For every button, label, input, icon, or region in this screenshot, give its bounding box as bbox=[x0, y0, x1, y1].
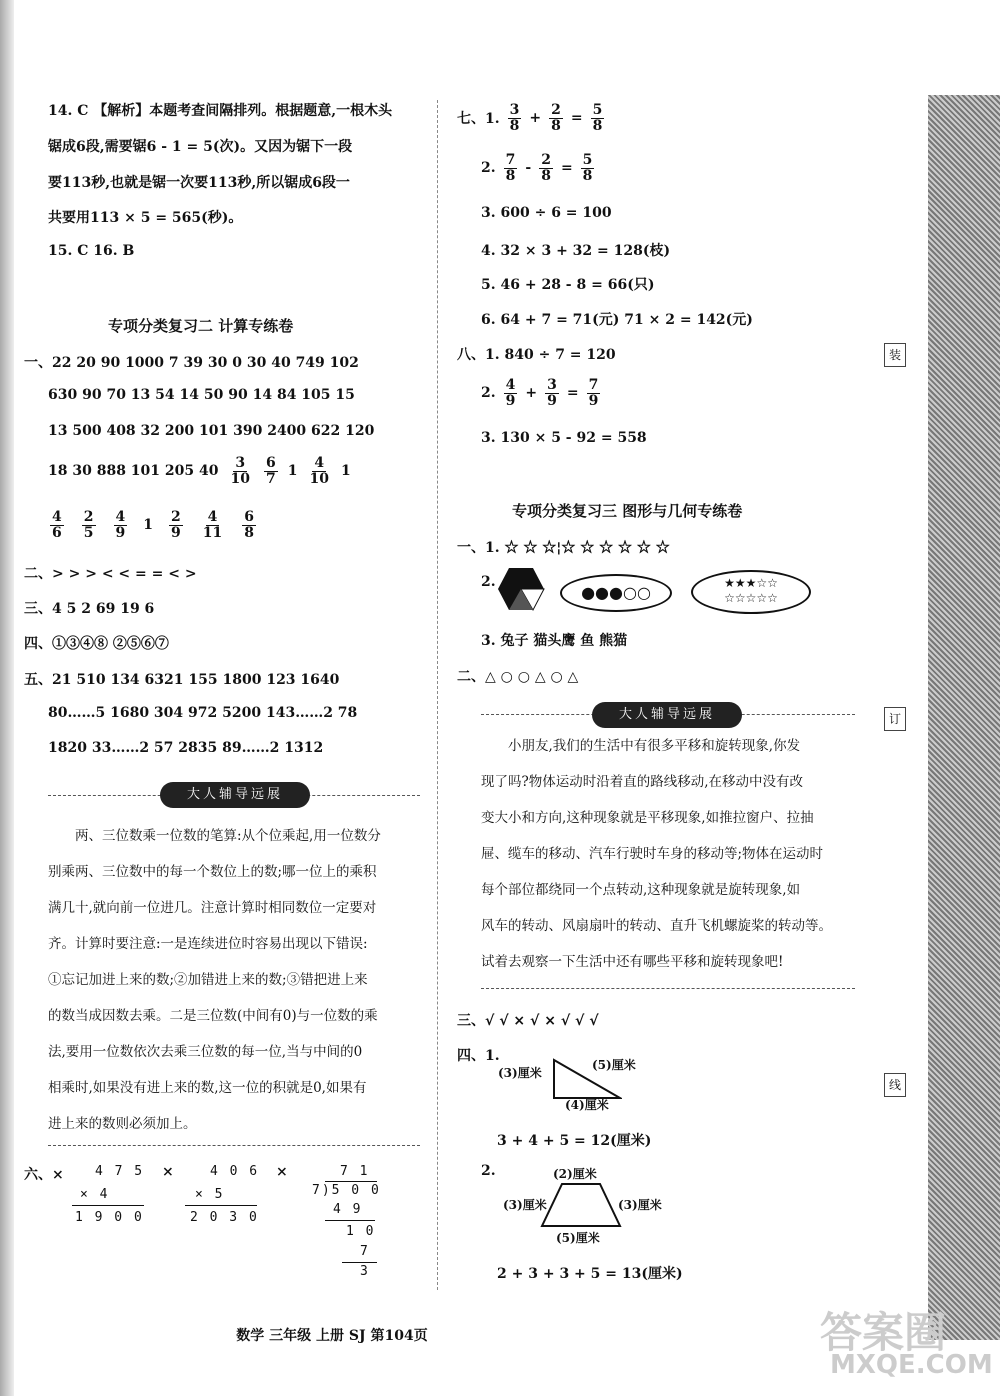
value-1: 1 bbox=[340, 463, 351, 480]
denominator: 8 bbox=[582, 167, 593, 184]
fraction-2-9 bbox=[169, 510, 183, 540]
s7-q1 bbox=[457, 103, 606, 133]
fraction-4-6 bbox=[50, 510, 64, 540]
fraction bbox=[549, 103, 563, 133]
oval-circles bbox=[560, 574, 672, 612]
denominator: 8 bbox=[551, 117, 561, 134]
denominator: 9 bbox=[115, 524, 126, 541]
trapezoid-figure bbox=[540, 1182, 622, 1228]
fraction bbox=[508, 103, 522, 133]
tip-badge: 大人辅导远展 bbox=[160, 782, 310, 808]
fraction bbox=[504, 378, 518, 408]
q-label: 2. bbox=[481, 385, 496, 402]
column-divider bbox=[437, 100, 438, 1290]
calc2-multiplier: × 5 bbox=[195, 1187, 225, 1202]
denominator: 9 bbox=[171, 524, 181, 541]
fraction-4-10 bbox=[307, 456, 330, 486]
s8-q1: 八、1. 840 ÷ 7 = 120 bbox=[457, 347, 616, 363]
operator: - bbox=[525, 160, 532, 177]
numerator: 6 bbox=[265, 455, 276, 471]
tip-badge: 大人辅导远展 bbox=[592, 702, 742, 728]
denominator: 7 bbox=[265, 470, 276, 487]
value-1: 1 bbox=[143, 517, 153, 534]
trapezoid-bottom-label: (5)厘米 bbox=[556, 1231, 600, 1245]
s7-q2 bbox=[481, 153, 596, 183]
oval-stars bbox=[691, 570, 811, 614]
denominator: 8 bbox=[509, 117, 520, 134]
denominator: 8 bbox=[244, 524, 254, 541]
tip-line: 进上来的数则必须加上。 bbox=[48, 1116, 197, 1132]
g4-q1-answer: 3 + 4 + 5 = 12(厘米) bbox=[497, 1133, 652, 1149]
calc1-result: 1 9 0 0 bbox=[75, 1210, 144, 1225]
tip-line: 相乘时,如果没有进上来的数,这一位的积就是0,如果有 bbox=[48, 1080, 367, 1096]
numerator: 3 bbox=[509, 102, 520, 118]
s4-answers: 四、①③④⑧ ②⑤⑥⑦ bbox=[24, 636, 169, 652]
div-rule1 bbox=[325, 1220, 375, 1221]
numerator: 7 bbox=[588, 377, 599, 393]
s5-row1: 五、21 510 134 6321 155 1800 123 1640 bbox=[24, 672, 340, 688]
tip-divider-bottom bbox=[481, 988, 855, 989]
q-label: 七、1. bbox=[457, 111, 500, 128]
s1-row5 bbox=[48, 510, 258, 540]
g1-q1: 一、1. ☆ ☆ ☆¦☆ ☆ ☆ ☆ ☆ ☆ bbox=[457, 540, 670, 556]
tip-line: 满几十,就向前一位进几。注意计算时相同数位一定要对 bbox=[48, 900, 377, 916]
tip-line: 变大小和方向,这种现象就是平移现象,如推拉窗户、拉抽 bbox=[481, 810, 814, 826]
operator: + bbox=[529, 110, 542, 127]
tip-line: 两、三位数乘一位数的笔算:从个位乘起,用一位数分 bbox=[75, 828, 381, 844]
denominator: 10 bbox=[309, 470, 329, 487]
denominator: 9 bbox=[547, 392, 557, 409]
fraction-6-7 bbox=[264, 456, 278, 486]
q14-line1: 14. C 【解析】本题考查间隔排列。根据题意,一根木头 bbox=[48, 103, 393, 119]
s1-row3: 13 500 408 32 200 101 390 2400 622 120 bbox=[48, 423, 375, 439]
s1-row1: 一、22 20 90 1000 7 39 30 0 30 40 749 102 bbox=[24, 355, 359, 371]
s2-answers: 二、> > > < < = = < > bbox=[24, 566, 197, 582]
numerator: 2 bbox=[171, 509, 181, 525]
fraction bbox=[504, 153, 518, 183]
s7-q4: 4. 32 × 3 + 32 = 128(枝) bbox=[481, 243, 671, 259]
div-dividend: 7)5 0 0 bbox=[312, 1183, 381, 1198]
numerator: 2 bbox=[541, 152, 551, 168]
numerator: 6 bbox=[244, 509, 254, 525]
s5-row2: 80……5 1680 304 972 5200 143……2 78 bbox=[48, 705, 358, 721]
tip-line: 风车的转动、风扇扇叶的转动、直升飞机螺旋桨的转动等。 bbox=[481, 918, 832, 934]
fraction-2-5 bbox=[82, 510, 96, 540]
fraction bbox=[545, 378, 559, 408]
watermark-url: MXQE.COM bbox=[830, 1350, 993, 1380]
calc2-result: 2 0 3 0 bbox=[190, 1210, 259, 1225]
q14-line4: 共要用113 × 5 = 565(秒)。 bbox=[48, 210, 243, 226]
div-step1: 4 9 bbox=[333, 1202, 363, 1217]
calc1-multiplier: × 4 bbox=[80, 1187, 110, 1202]
numerator: 2 bbox=[551, 102, 561, 118]
div-rule2 bbox=[342, 1262, 377, 1263]
page-edge-shadow bbox=[0, 0, 14, 1396]
numerator: 4 bbox=[314, 455, 325, 471]
fraction bbox=[591, 103, 605, 133]
section2-title: 专项分类复习二 计算专练卷 bbox=[108, 317, 294, 335]
stars-top: ★★★☆☆ bbox=[724, 576, 778, 590]
tip-line: 屉、缆车的移动、汽车行驶时车身的移动等;物体在运动时 bbox=[481, 846, 824, 862]
denominator: 8 bbox=[541, 167, 551, 184]
watermark-logo: 答案圈 bbox=[820, 1308, 947, 1357]
div-step3: 7 bbox=[360, 1244, 370, 1259]
div-bar bbox=[325, 1181, 377, 1182]
triangle-right-label: (5)厘米 bbox=[592, 1058, 636, 1072]
trapezoid-left-label: (3)厘米 bbox=[503, 1198, 547, 1212]
calc1-rule bbox=[72, 1205, 144, 1206]
tip-paragraph-right bbox=[481, 728, 861, 980]
div-quotient: 7 1 bbox=[340, 1164, 370, 1179]
g4-q2-answer: 2 + 3 + 3 + 5 = 13(厘米) bbox=[497, 1266, 683, 1282]
calc2-top: 4 0 6 bbox=[210, 1164, 260, 1179]
g4-q1-label: 四、1. bbox=[457, 1048, 500, 1064]
g2-answers: 二、△ ○ ○ △ ○ △ bbox=[457, 669, 579, 685]
hexagon-figure bbox=[497, 566, 545, 612]
div-remainder: 3 bbox=[360, 1264, 370, 1279]
g4-q2-label: 2. bbox=[481, 1163, 496, 1179]
binding-tab-2: 订 bbox=[884, 707, 906, 731]
fraction bbox=[581, 153, 595, 183]
numerator: 3 bbox=[547, 377, 557, 393]
s7-q6: 6. 64 + 7 = 71(元) 71 × 2 = 142(元) bbox=[481, 312, 753, 328]
binding-tab-3: 线 bbox=[884, 1073, 906, 1097]
tip-line: 别乘两、三位数中的每一个数位上的数;哪一位上的乘积 bbox=[48, 864, 377, 880]
tip-line: 试着去观察一下生活中还有哪些平移和旋转现象吧! bbox=[481, 954, 784, 970]
s3-answers: 三、4 5 2 69 19 6 bbox=[24, 601, 155, 617]
tip-line: ①忘记加进上来的数;②加错进上来的数;③错把进上来 bbox=[48, 972, 368, 988]
s6-wrong-mark: × bbox=[162, 1164, 174, 1180]
triangle-left-label: (3)厘米 bbox=[498, 1066, 542, 1080]
denominator: 5 bbox=[83, 524, 94, 541]
operator: = bbox=[570, 110, 583, 127]
tip-paragraph-left bbox=[48, 818, 428, 1142]
denominator: 8 bbox=[592, 117, 603, 134]
numerator: 5 bbox=[582, 152, 593, 168]
operator: = bbox=[560, 160, 573, 177]
tip-line: 小朋友,我们的生活中有很多平移和旋转现象,你发 bbox=[508, 738, 801, 754]
section3-title: 专项分类复习三 图形与几何专练卷 bbox=[512, 502, 743, 520]
denominator: 8 bbox=[505, 167, 516, 184]
fraction-3-10 bbox=[229, 456, 252, 486]
s8-q2 bbox=[481, 378, 602, 408]
numerator: 5 bbox=[592, 102, 603, 118]
calc1-top: 4 7 5 bbox=[95, 1164, 145, 1179]
numerator: 4 bbox=[115, 509, 126, 525]
numerator: 2 bbox=[83, 509, 94, 525]
denominator: 6 bbox=[52, 524, 62, 541]
value-1: 1 bbox=[287, 463, 298, 480]
stars-bottom: ☆☆☆☆☆ bbox=[724, 591, 778, 605]
tip-line: 每个部位都绕同一个点转动,这种现象就是旋转现象,如 bbox=[481, 882, 801, 898]
denominator: 9 bbox=[588, 392, 599, 409]
s7-q5: 5. 46 + 28 - 8 = 66(只) bbox=[481, 277, 655, 293]
g1-q3: 3. 兔子 猫头鹰 鱼 熊猫 bbox=[481, 633, 628, 649]
numerator: 4 bbox=[505, 377, 516, 393]
q14-line3: 要113秒,也就是锯一次要113秒,所以锯成6段一 bbox=[48, 175, 350, 191]
s5-row3: 1820 33……2 57 2835 89……2 1312 bbox=[48, 740, 324, 756]
operator: = bbox=[566, 385, 579, 402]
s1-row4 bbox=[48, 456, 351, 486]
tip-line: 的数当成因数去乘。二是三位数(中间有0)与一位数的乘 bbox=[48, 1008, 378, 1024]
q15-16: 15. C 16. B bbox=[48, 243, 135, 259]
s1-row2: 630 90 70 13 54 14 50 90 14 84 105 15 bbox=[48, 387, 355, 403]
q14-line2: 锯成6段,需要锯6 - 1 = 5(次)。又因为锯下一段 bbox=[48, 139, 353, 155]
triangle-bottom-label: (4)厘米 bbox=[565, 1098, 609, 1112]
denominator: 9 bbox=[505, 392, 516, 409]
g3-answers: 三、√ √ × √ × √ √ √ bbox=[457, 1013, 599, 1029]
s1-row4-text: 18 30 888 101 205 40 bbox=[48, 463, 219, 480]
binding-margin-pattern bbox=[928, 95, 1000, 1340]
numerator: 7 bbox=[505, 152, 516, 168]
tip-line: 齐。计算时要注意:一是连续进位时容易出现以下错误: bbox=[48, 936, 368, 952]
operator: + bbox=[525, 385, 538, 402]
circles-glyphs: ●●●○○ bbox=[581, 583, 651, 602]
trapezoid-right-label: (3)厘米 bbox=[618, 1198, 662, 1212]
tip-line: 现了吗?物体运动时沿着直的路线移动,在移动中没有改 bbox=[481, 774, 804, 790]
page-footer: 数学 三年级 上册 SJ 第104页 bbox=[236, 1328, 428, 1344]
fraction-6-8 bbox=[242, 510, 256, 540]
binding-tab-1: 装 bbox=[884, 343, 906, 367]
denominator: 11 bbox=[202, 524, 223, 541]
s8-q3: 3. 130 × 5 - 92 = 558 bbox=[481, 430, 647, 446]
tip-divider-bottom bbox=[48, 1145, 420, 1146]
q-label: 2. bbox=[481, 160, 496, 177]
s6-wrong-mark: × bbox=[276, 1164, 288, 1180]
div-step2: 1 0 bbox=[346, 1224, 376, 1239]
g1-q2-label: 2. bbox=[481, 574, 496, 590]
fraction-4-9 bbox=[114, 510, 128, 540]
numerator: 4 bbox=[207, 509, 218, 525]
tip-line: 法,要用一位数依次去乘三位数的每一位,当与中间的0 bbox=[48, 1044, 363, 1060]
s6-label: 六、× bbox=[24, 1167, 64, 1183]
fraction bbox=[539, 153, 553, 183]
trapezoid-top-label: (2)厘米 bbox=[553, 1167, 597, 1181]
fraction bbox=[587, 378, 601, 408]
s7-q3: 3. 600 ÷ 6 = 100 bbox=[481, 205, 612, 221]
numerator: 3 bbox=[235, 455, 246, 471]
fraction-4-11 bbox=[201, 510, 224, 540]
numerator: 4 bbox=[52, 509, 62, 525]
calc2-rule bbox=[185, 1205, 257, 1206]
denominator: 10 bbox=[230, 470, 250, 487]
